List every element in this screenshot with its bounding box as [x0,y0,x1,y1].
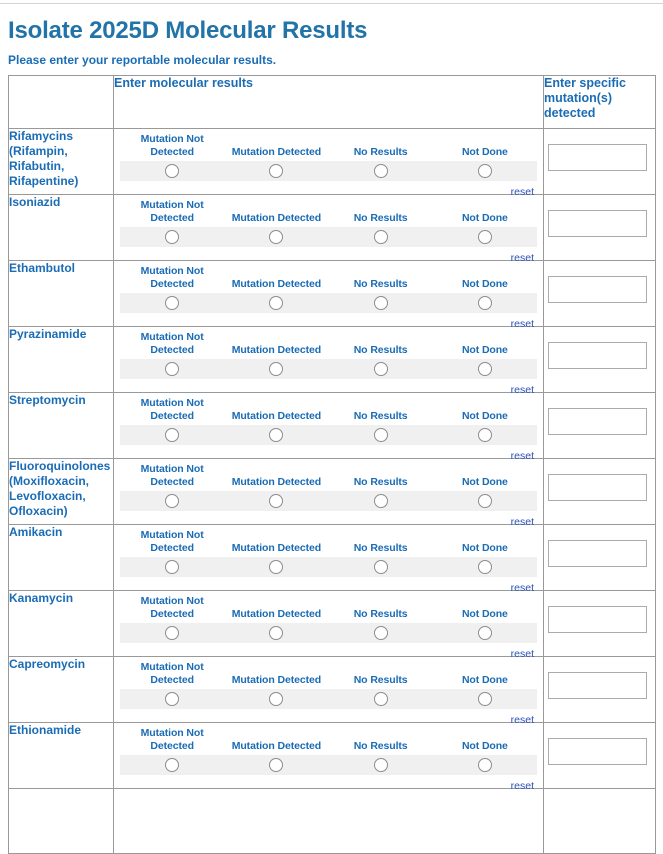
option-label-no-results: No Results [353,608,408,620]
radio-mutation-not-detected[interactable] [165,626,179,640]
table-row-kanamycin [9,591,656,657]
radio-not-done[interactable] [478,428,492,442]
table-header-row [9,76,656,129]
radio-not-done[interactable] [478,494,492,508]
radio-not-done[interactable] [478,560,492,574]
mutation-input[interactable] [548,210,647,237]
option-labels [120,464,537,491]
reset-link[interactable]: reset [510,186,534,198]
table-row-fluoroquinolones [9,459,656,525]
option-label-mutation-not-detected: Mutation Not Detected [140,199,204,224]
options-group [114,195,543,264]
option-label-mutation-not-detected: Mutation Not Detected [140,595,204,620]
drug-name: Streptomycin [9,393,114,459]
mutation-input[interactable] [548,276,647,303]
table-row-capreomycin [9,657,656,723]
option-label-not-done: Not Done [461,476,508,488]
reset-link[interactable]: reset [510,516,534,528]
drug-name: Capreomycin [9,657,114,723]
top-divider [0,0,663,4]
options-group [114,591,543,660]
option-label-not-done: Not Done [461,212,508,224]
reset-link[interactable]: reset [510,450,534,462]
reset-link[interactable]: reset [510,648,534,660]
radio-strip [120,623,537,643]
option-label-no-results: No Results [353,410,408,422]
option-label-no-results: No Results [353,212,408,224]
option-label-mutation-detected: Mutation Detected [231,476,322,488]
option-label-mutation-detected: Mutation Detected [231,212,322,224]
header-enter-molecular-results [114,76,544,129]
radio-mutation-detected[interactable] [269,626,283,640]
table-row-ethionamide [9,723,656,789]
option-label-not-done: Not Done [461,344,508,356]
options-group [114,393,543,462]
options-group [114,261,543,330]
mutation-input[interactable] [548,606,647,633]
radio-mutation-not-detected[interactable] [165,758,179,772]
option-label-mutation-not-detected: Mutation Not Detected [140,331,204,356]
radio-not-done[interactable] [478,164,492,178]
drug-name: Rifamycins (Rifampin, Rifabutin, Rifapentine) [9,129,114,195]
page-title: Isolate 2025D Molecular Results [8,17,368,44]
drug-name: Isoniazid [9,195,114,261]
drug-name: Fluoroquinolones (Moxifloxacin, Levofloxacin, Ofloxacin) [9,459,114,525]
radio-not-done[interactable] [478,692,492,706]
radio-mutation-detected[interactable] [269,164,283,178]
reset-link[interactable]: reset [510,780,534,792]
option-label-no-results: No Results [353,278,408,290]
drug-name: Ethambutol [9,261,114,327]
option-label-no-results: No Results [353,146,408,158]
table-row-rifamycins [9,129,656,195]
radio-not-done[interactable] [478,296,492,310]
radio-no-results[interactable] [374,428,388,442]
radio-mutation-not-detected[interactable] [165,494,179,508]
table-row-pyrazinamide [9,327,656,393]
option-label-no-results: No Results [353,542,408,554]
header-empty-cell [9,76,114,129]
radio-no-results[interactable] [374,296,388,310]
radio-strip [120,689,537,709]
radio-no-results[interactable] [374,626,388,640]
radio-strip [120,491,537,511]
radio-strip [120,293,537,313]
option-labels [120,398,537,425]
radio-no-results[interactable] [374,230,388,244]
reset-link[interactable]: reset [510,714,534,726]
radio-mutation-detected[interactable] [269,692,283,706]
option-label-mutation-detected: Mutation Detected [231,146,322,158]
radio-strip [120,227,537,247]
drug-name: Amikacin [9,525,114,591]
mutation-input[interactable] [548,540,647,567]
option-labels [120,266,537,293]
table-row-partial [9,789,656,854]
option-label-mutation-not-detected: Mutation Not Detected [140,397,204,422]
reset-link[interactable]: reset [510,252,534,264]
header-enter-molecular-results-label: Enter molecular results [114,76,253,90]
option-label-not-done: Not Done [461,674,508,686]
option-label-mutation-detected: Mutation Detected [231,344,322,356]
radio-no-results[interactable] [374,692,388,706]
options-group [114,657,543,726]
mutation-input[interactable] [548,408,647,435]
option-label-mutation-detected: Mutation Detected [231,740,322,752]
radio-mutation-not-detected[interactable] [165,230,179,244]
radio-mutation-not-detected[interactable] [165,296,179,310]
drug-name: Kanamycin [9,591,114,657]
options-group [114,525,543,594]
radio-not-done[interactable] [478,758,492,772]
options-group [114,129,543,198]
radio-no-results[interactable] [374,362,388,376]
option-label-no-results: No Results [353,740,408,752]
option-label-mutation-detected: Mutation Detected [231,410,322,422]
option-label-mutation-not-detected: Mutation Not Detected [140,133,204,158]
radio-no-results[interactable] [374,560,388,574]
option-labels [120,596,537,623]
radio-mutation-not-detected[interactable] [165,428,179,442]
option-label-mutation-not-detected: Mutation Not Detected [140,727,204,752]
radio-not-done[interactable] [478,362,492,376]
mutation-input[interactable] [548,738,647,765]
table-row-isoniazid [9,195,656,261]
option-label-not-done: Not Done [461,542,508,554]
mutation-input[interactable] [548,342,647,369]
header-enter-specific-mutation [544,76,656,129]
radio-mutation-detected[interactable] [269,230,283,244]
option-label-mutation-not-detected: Mutation Not Detected [140,529,204,554]
radio-strip [120,755,537,775]
option-labels [120,728,537,755]
radio-mutation-detected[interactable] [269,560,283,574]
option-label-mutation-not-detected: Mutation Not Detected [140,463,204,488]
options-group [114,723,543,792]
option-labels [120,530,537,557]
option-label-no-results: No Results [353,674,408,686]
option-label-mutation-detected: Mutation Detected [231,674,322,686]
radio-mutation-not-detected[interactable] [165,692,179,706]
table-row-amikacin [9,525,656,591]
options-group [114,327,543,396]
radio-mutation-not-detected[interactable] [165,362,179,376]
page-subtitle: Please enter your reportable molecular results. [8,53,277,67]
radio-mutation-not-detected[interactable] [165,560,179,574]
radio-no-results[interactable] [374,494,388,508]
radio-mutation-detected[interactable] [269,362,283,376]
table-row-ethambutol [9,261,656,327]
option-label-mutation-detected: Mutation Detected [231,278,322,290]
molecular-results-table [8,75,656,854]
option-label-not-done: Not Done [461,608,508,620]
options-group [114,459,543,528]
drug-name: Pyrazinamide [9,327,114,393]
option-labels [120,134,537,161]
radio-not-done[interactable] [478,626,492,640]
option-labels [120,662,537,689]
mutation-input[interactable] [548,672,647,699]
radio-no-results[interactable] [374,164,388,178]
option-label-no-results: No Results [353,476,408,488]
table-row-streptomycin [9,393,656,459]
option-labels [120,200,537,227]
drug-name: Ethionamide [9,723,114,789]
radio-strip [120,557,537,577]
radio-mutation-detected[interactable] [269,296,283,310]
option-label-not-done: Not Done [461,278,508,290]
option-label-mutation-not-detected: Mutation Not Detected [140,661,204,686]
reset-link[interactable]: reset [510,318,534,330]
radio-no-results[interactable] [374,758,388,772]
mutation-input[interactable] [548,144,647,171]
option-label-not-done: Not Done [461,146,508,158]
radio-not-done[interactable] [478,230,492,244]
mutation-input[interactable] [548,474,647,501]
radio-strip [120,161,537,181]
radio-mutation-not-detected[interactable] [165,164,179,178]
option-label-mutation-detected: Mutation Detected [231,542,322,554]
radio-mutation-detected[interactable] [269,758,283,772]
reset-link[interactable]: reset [510,582,534,594]
option-label-not-done: Not Done [461,740,508,752]
reset-link[interactable]: reset [510,384,534,396]
radio-mutation-detected[interactable] [269,428,283,442]
option-labels [120,332,537,359]
option-label-no-results: No Results [353,344,408,356]
radio-strip [120,425,537,445]
option-label-mutation-detected: Mutation Detected [231,608,322,620]
radio-mutation-detected[interactable] [269,494,283,508]
header-enter-specific-mutation-label: Enter specific mutation(s) detected [544,76,626,120]
option-label-not-done: Not Done [461,410,508,422]
radio-strip [120,359,537,379]
option-label-mutation-not-detected: Mutation Not Detected [140,265,204,290]
